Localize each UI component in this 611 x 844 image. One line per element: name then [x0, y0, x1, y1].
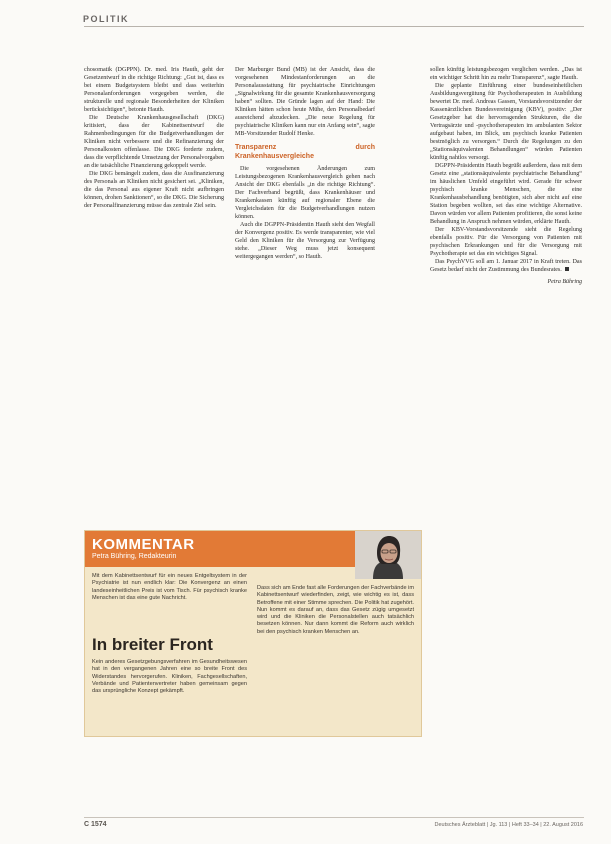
article-column-2: [235, 66, 375, 261]
section-label: POLITIK: [83, 14, 129, 24]
commentary-header: [85, 531, 355, 567]
article-column-3: [430, 66, 582, 286]
paragraph: Der Marburger Bund (MB) ist der Ansicht, dass die vorgesehenen Mindestanforderungen an die Personalausstattung für psychiatrische Einrichtungen „Signalwirkung für die gesamte Krankenhausversorgung haben“ sollten. Die Gründe lagen auf der Hand: Die Kliniken hätten schon heute Mühe, den Personalbedarf ausreichend abzudecken. „Die neue Regelung für psychiatrische Kliniken kann nur ein Anfang sein“, sagte MB-Vorsitzender Rudolf Henke.: [235, 67, 375, 137]
paragraph: chosomatik (DGPPN). Dr. med. Iris Hauth, geht der Gesetzentwurf in die richtige Richtung: „Gut ist, dass es bei einem Budgetsystem bleibt und dass weiterhin Personalanforderungen vorgegeben werden, die strukturelle und regionale Besonderheiten der Kliniken berücksichtigen“, betonte Hauth.: [84, 67, 224, 113]
paragraph: Die vorgesehenen Änderungen zum Leistungsbezogenen Krankenhausvergleich gehen nach Ansicht der DKG ebenfalls „in die richtige Richtung“. Der Fachverband begrüßt, dass Krankenhäuser und Krankenkassen künftig auf regionaler Ebene die Vergleichsdaten für die Budgetverhandlungen nutzen können.: [235, 166, 375, 220]
article-column-1: [84, 66, 224, 210]
end-mark-icon: [565, 267, 569, 271]
paragraph: sollen künftig leistungsbezogen verglichen werden. „Das ist ein wichtiger Schritt hin zu mehr Transparenz“, sagte Hauth.: [430, 67, 582, 81]
page-number: C 1574: [84, 821, 107, 828]
bottom-rule: [84, 817, 584, 818]
top-rule: [84, 26, 584, 27]
closing-text: Das PsychVVG soll am 1. Januar 2017 in Kraft treten. Das Gesetz bedarf nicht der Zustimmung des Bundesrates.: [430, 259, 582, 273]
commentary-box: [84, 530, 422, 737]
subheading: Transparenz durch Krankenhausvergleiche: [235, 144, 375, 160]
commentary-intro: Mit dem Kabinettsentwurf für ein neues Entgeltsystem in der Psychiatrie ist nun endlich klar: Die Konvergenz an einen landeseinheitlichen Preis ist vom Tisch. Für psychisch kranke Menschen ist das eine gute Nachricht.: [92, 573, 247, 601]
author-portrait-icon: [355, 531, 421, 579]
author-photo: [355, 531, 421, 579]
commentary-headline: In breiter Front: [92, 635, 213, 654]
commentary-body-left: Kein anderes Gesetzgebungsverfahren im Gesundheitswesen hat in den vergangenen Jahren eine so breite Front des Widerstandes hervorgerufen. Kliniken, Fachgesellschaften, Verbände und Patientenvertreter haben gemeinsam gegen das ursprüngliche Konzept gekämpft.: [92, 659, 247, 695]
paragraph: Die Deutsche Krankenhausgesellschaft (DKG) kritisiert, dass der Kabinettsentwurf die Rahmenbedingungen für die Budgetverhandlungen der Kliniken nicht verbessere und die Refinanzierung der Personalkosten offenlasse. Die DKG forderte zudem, dass die verpflichtende Umsetzung der Personalvorgaben an die tatsächliche Finanzierung gekoppelt werde.: [84, 115, 224, 169]
commentary-body-right: Dass sich am Ende fast alle Forderungen der Fachverbände im Kabinettsentwurf wiederfinden, zeigt, wie wichtig es ist, dass Betroffene mit einer Stimme sprechen. Die Politik hat zugehört. Nun kommt es darauf an, dass das Gesetz zügig umgesetzt wird und die Kliniken die Personalstellen auch tatsächlich besetzen können. Nur dann kommt die Reform auch wirklich bei den psychisch kranken Menschen an.: [257, 585, 415, 635]
paragraph: Die DKG bemängelt zudem, dass die Ausfinanzierung des Personals an Kliniken nicht gesichert sei. „Kliniken, die das Personal aus eigener Kraft nicht aufbringen können, drohen Sanktionen“, so die DKG. Die Sicherung der Personalfinanzierung müsse das zentrale Ziel sein.: [84, 171, 224, 209]
paragraph: Auch die DGPPN-Präsidentin Hauth sieht den Wegfall der Konvergenz positiv. Es werde transparenter, wie viel Geld den Kliniken für die Versorgung zur Verfügung stehe. „Dieser Weg muss jetzt konsequent weitergegangen werden“, so Hauth.: [235, 222, 375, 260]
paragraph: Die geplante Einführung einer bundeseinheitlichen Ausbildungsvergütung für Psychotherapeuten in Ausbildung bewertet Dr. med. Andreas Gassen, Vorstandsvorsitzender der Kassenärztlichen Bundesvereinigung (KBV), positiv: „Der Gesetzgeber hat die hervorragenden Strukturen, die die Vertragsärzte und -psychotherapeuten im ambulanten Sektor aufgebaut haben, im Blick, um psychisch kranke Patienten bestmöglich zu versorgen.“ Durch die Regelungen zu den „Stationsäquivalenten Behandlungen“ würden Patienten künftig nahtlos versorgt.: [430, 83, 582, 161]
paragraph: DGPPN-Präsidentin Hauth begrüßt außerdem, dass mit dem Gesetz eine „stationsäquivalente psychiatrische Behandlung“ im häuslichen Umfeld eingeführt wird. Gerade für schwer psychisch kranke Menschen, die eine Krankenhausbehandlung benötigten, sich aber nicht auf eine Station begeben wollten, sei das eine wichtige Alternative. Davon würden vor allem Patienten profitieren, die sonst keine Behandlung in Anspruch nehmen würden, erklärte Hauth.: [430, 163, 582, 225]
paragraph: [430, 258, 582, 274]
paragraph: Der KBV-Vorstandsvorsitzende sieht die Regelung ebenfalls positiv. Für die Versorgung von Patienten mit psychischen Erkrankungen und für die Versorgung mit Psychotherapie sei das ein wichtiges Signal.: [430, 227, 582, 257]
article-author: Petra Bühring: [547, 279, 582, 285]
commentary-author: Petra Bühring, Redakteurin: [92, 553, 177, 560]
journal-citation: Deutsches Ärzteblatt | Jg. 113 | Heft 33–34 | 22. August 2016: [434, 822, 583, 828]
commentary-label: KOMMENTAR: [92, 536, 195, 553]
